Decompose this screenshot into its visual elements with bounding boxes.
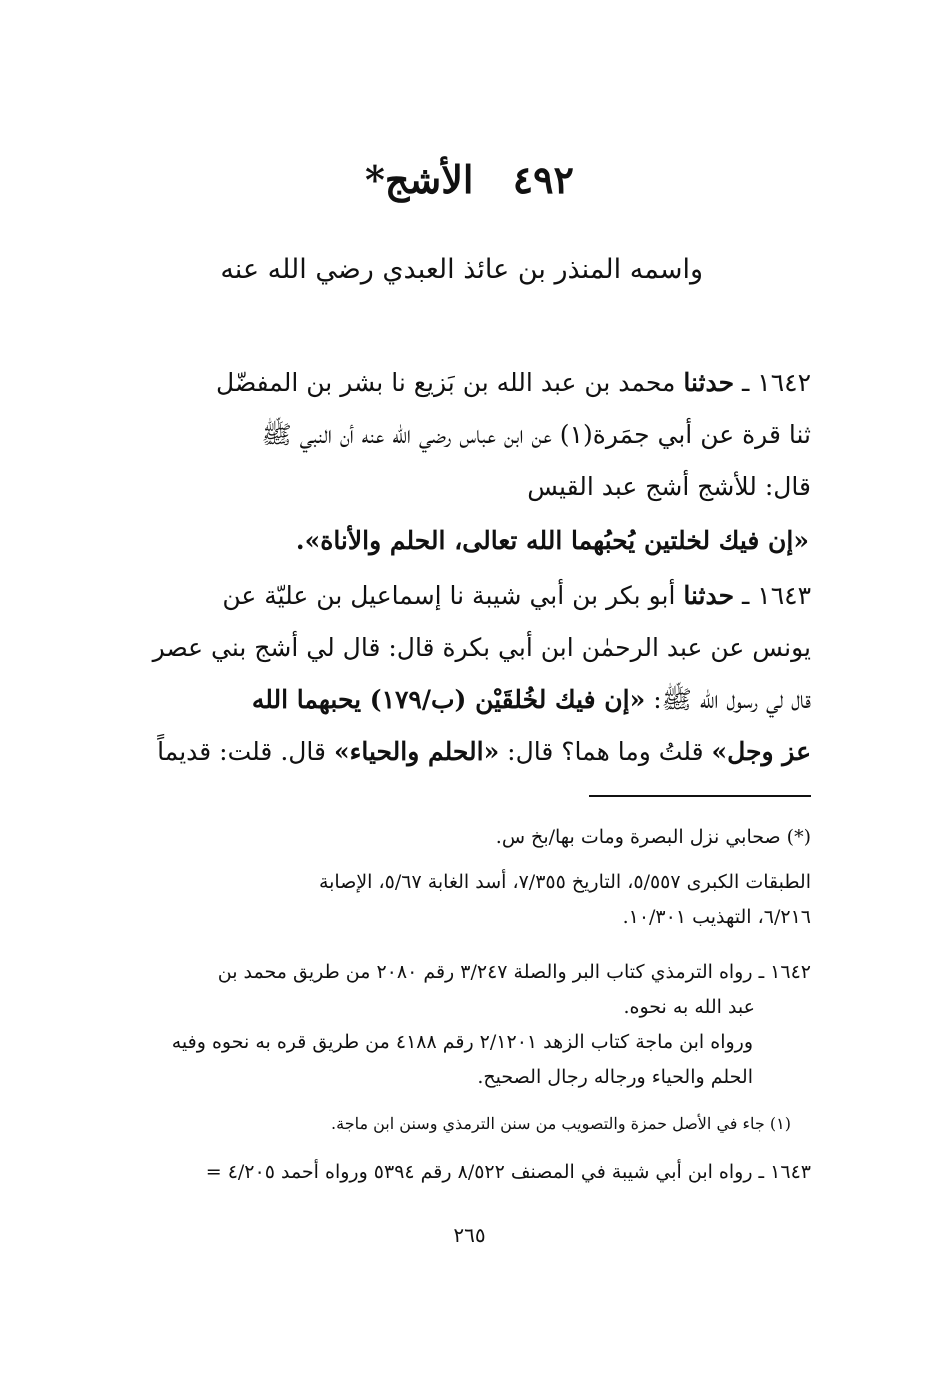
- chapter-heading: [0, 150, 939, 210]
- hadith-quote: «الحلم والحياء»: [333, 737, 500, 766]
- hadith-1642-line-1: [131, 357, 811, 409]
- footnote-1643: ١٦٤٣ ـ رواه ابن أبي شيبة في المصنف ٨/٥٢٢ رقم ٥٣٩٤ ورواه أحمد ٤/٢٠٥ =: [205, 1161, 811, 1183]
- hadith-1643-line-2: يونس عن عبد الرحمٰن ابن أبي بكرة قال: قال لي أشج بني عصر: [152, 633, 811, 662]
- hadith-text: قال لي رسول الله ﷺ:: [653, 685, 811, 714]
- hadith-number: ١٦٤٣ ـ: [742, 581, 811, 610]
- hadith-text: قلتُ وما هما؟ قال:: [507, 737, 704, 766]
- chapter-subtitle: واسمه المنذر بن عائذ العبدي رضي الله عنه: [220, 254, 703, 285]
- hadith-text: قال. قلت: قديماً: [157, 737, 326, 766]
- hadith-opening: حدثنا: [683, 581, 735, 610]
- footnote-line: الطبقات الكبرى ٥/٥٥٧، التاريخ ٧/٣٥٥، أسد الغابة ٥/٦٧، الإصابة: [318, 871, 811, 893]
- footnote-line: ٦/٢١٦، التهذيب ١٠/٣٠١.: [622, 906, 811, 928]
- hadith-text: محمد بن عبد الله بن بَزيع نا بشر بن المفضّل: [216, 368, 676, 397]
- hadith-1643-line-4: [131, 726, 811, 778]
- hadith-quote: عز وجل»: [711, 737, 811, 766]
- hadith-1642: [131, 357, 811, 513]
- chapter-number: ٤٩٢: [512, 157, 574, 202]
- footnote-line: الحلم والحياء ورجاله رجال الصحيح.: [477, 1066, 753, 1088]
- footnote-star: (*) صحابي نزل البصرة ومات بها/بخ س.: [495, 826, 811, 848]
- footnote-divider: [589, 795, 811, 797]
- footnote-note-1: (١) جاء في الأصل حمزة والتصويب من سنن الترمذي وسنن ابن ماجة.: [331, 1114, 791, 1133]
- hadith-1643: [131, 570, 811, 778]
- footnote-1642: [131, 955, 811, 1025]
- hadith-1642-line-3: قال: للأشج أشج عبد القيس: [527, 472, 811, 501]
- hadith-1642-quote: «إن فيك لخلتين يُحبُهما الله تعالى، الحلم والأناة».: [295, 526, 809, 555]
- footnote-star-references: [131, 865, 811, 935]
- hadith-1642-line-2: ثنا قرة عن أبي جمَرة(١) عن ابن عباس رضي الله عنه أن النبي ﷺ: [261, 420, 811, 449]
- hadith-1643-line-1: [131, 570, 811, 622]
- footnote-line: ورواه ابن ماجة كتاب الزهد ٢/١٢٠١ رقم ٤١٨٨ من طريق قره به نحوه وفيه: [171, 1031, 753, 1053]
- page-number: ٢٦٥: [453, 1223, 486, 1247]
- hadith-text: أبو بكر بن أبي شيبة نا إسماعيل بن عليّة عن: [222, 581, 676, 610]
- hadith-1643-line-3: [131, 674, 811, 726]
- chapter-title: الأشج*: [365, 157, 474, 202]
- footnote-1642-continued: [133, 1025, 753, 1095]
- hadith-quote: «إن فيك لخُلقَيْن (ب/١٧٩) يحبهما الله: [251, 685, 646, 714]
- footnote-line: ١٦٤٢ ـ رواه الترمذي كتاب البر والصلة ٣/٢٤٧ رقم ٢٠٨٠ من طريق محمد بن: [217, 961, 811, 983]
- hadith-number: ١٦٤٢ ـ: [742, 368, 811, 397]
- hadith-opening: حدثنا: [683, 368, 735, 397]
- footnote-line: عبد الله به نحوه.: [623, 996, 755, 1018]
